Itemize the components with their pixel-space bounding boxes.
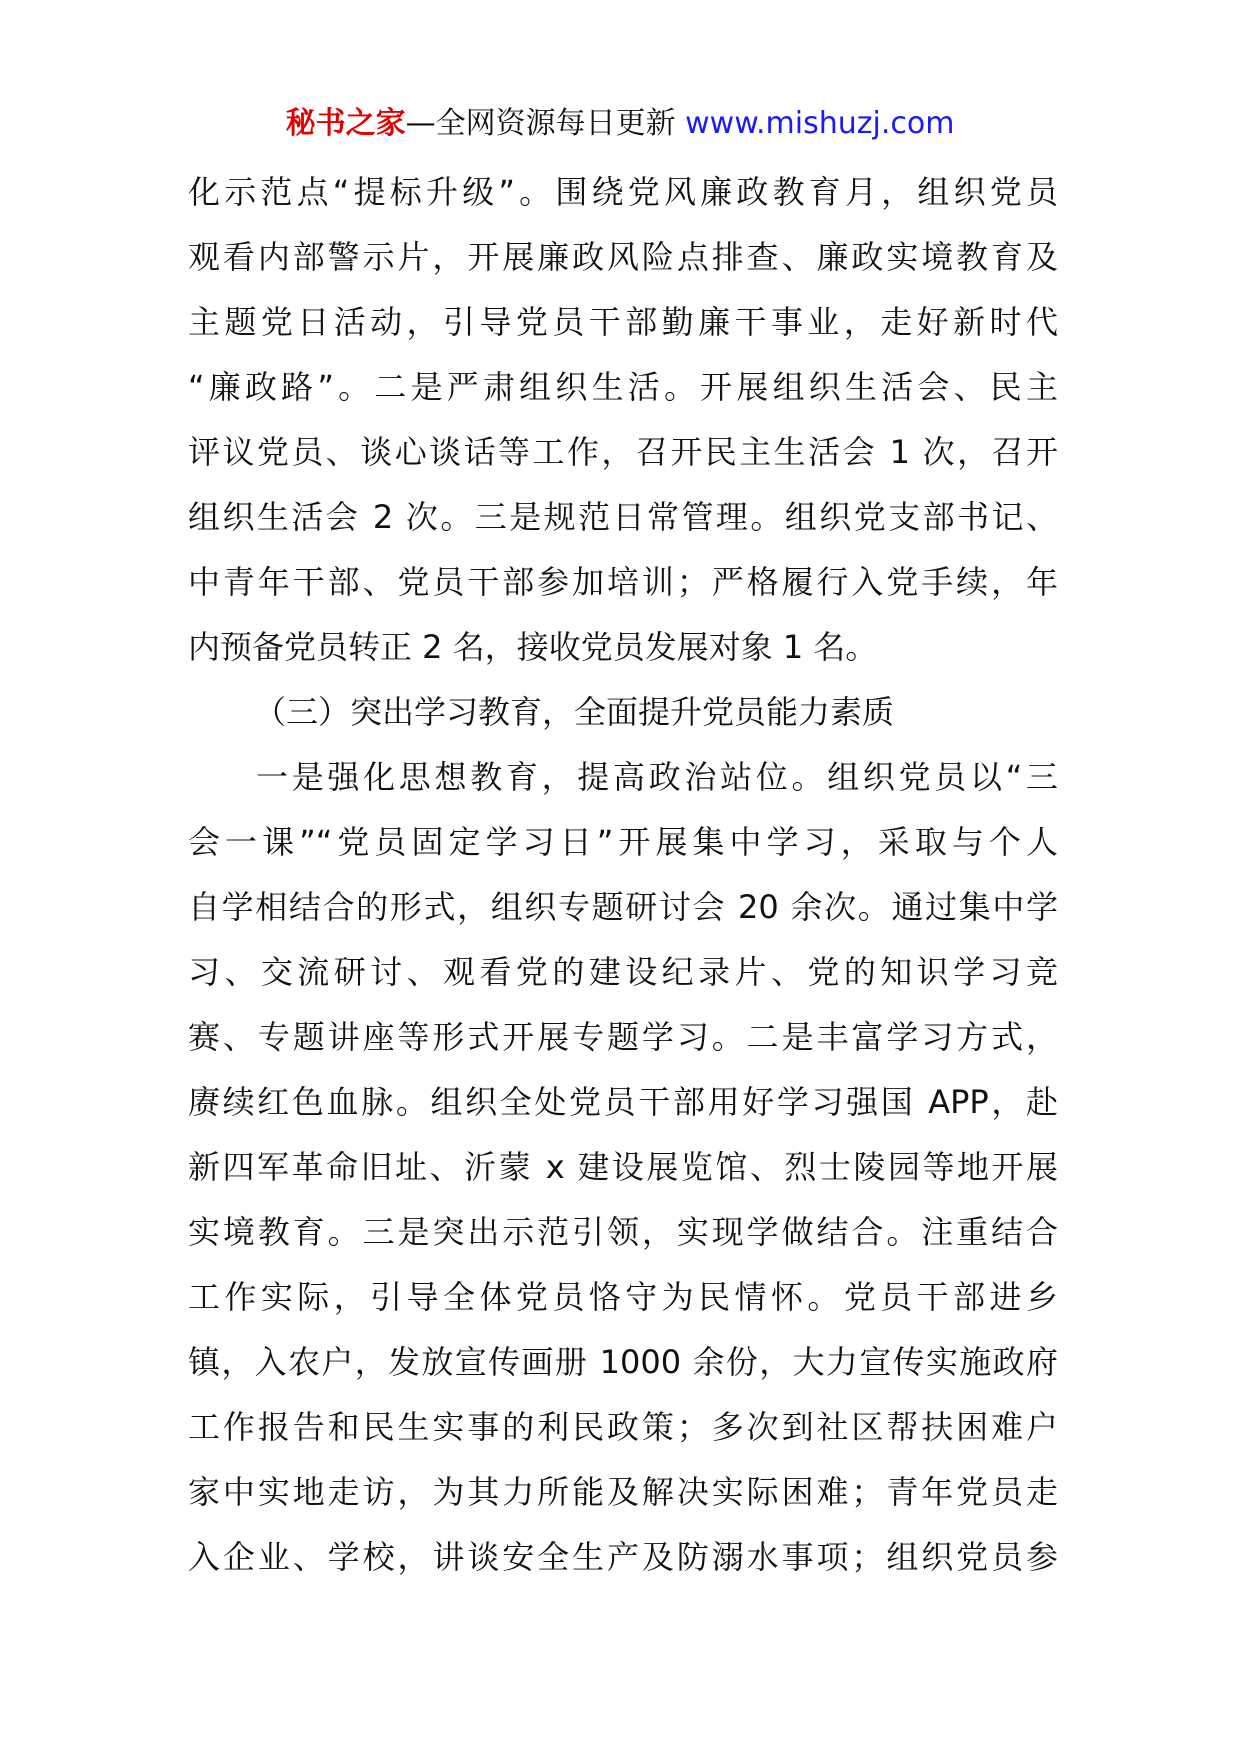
text-line: 中青年干部、党员干部参加培训；严格履行入党手续，年	[188, 563, 1058, 601]
text-line: 自学相结合的形式，组织专题研讨会 20 余次。通过集中学	[188, 888, 1058, 926]
text-line: 内预备党员转正 2 名，接收党员发展对象 1 名。	[188, 628, 878, 666]
document-body	[188, 160, 1058, 1590]
text-line: 实境教育。三是突出示范引领，实现学做结合。注重结合	[188, 1213, 1058, 1251]
site-brand: 秘书之家	[285, 106, 406, 141]
text-line: 化示范点“提标升级”。围绕党风廉政教育月，组织党员	[188, 173, 1058, 211]
text-line: 一是强化思想教育，提高政治站位。组织党员以“三	[256, 758, 1058, 796]
site-header	[0, 104, 1240, 144]
text-line: 习、交流研讨、观看党的建设纪录片、党的知识学习竞	[188, 953, 1058, 991]
site-url-link[interactable]: www.mishuzj.com	[685, 106, 955, 141]
text-line: 赛、专题讲座等形式开展专题学习。二是丰富学习方式，	[188, 1018, 1058, 1056]
text-line: 入企业、学校，讲谈安全生产及防溺水事项；组织党员参	[188, 1538, 1058, 1576]
text-line: 镇，入农户，发放宣传画册 1000 余份，大力宣传实施政府	[188, 1343, 1058, 1381]
text-line: 家中实地走访，为其力所能及解决实际困难；青年党员走	[188, 1473, 1058, 1511]
text-line: 会一课”“党员固定学习日”开展集中学习，采取与个人	[188, 823, 1058, 861]
text-line: 工作实际，引导全体党员恪守为民情怀。党员干部进乡	[188, 1278, 1058, 1316]
text-line: 组织生活会 2 次。三是规范日常管理。组织党支部书记、	[188, 498, 1058, 536]
text-line: 赓续红色血脉。组织全处党员干部用好学习强国 APP，赴	[188, 1083, 1058, 1121]
text-line: 新四军革命旧址、沂蒙 x 建设展览馆、烈士陵园等地开展	[188, 1148, 1058, 1186]
text-line: “廉政路”。二是严肃组织生活。开展组织生活会、民主	[188, 368, 1058, 406]
text-line: 观看内部警示片，开展廉政风险点排查、廉政实境教育及	[188, 238, 1058, 276]
text-line: 工作报告和民生实事的利民政策；多次到社区帮扶困难户	[188, 1408, 1058, 1446]
text-line: 评议党员、谈心谈话等工作，召开民主生活会 1 次，召开	[188, 433, 1058, 471]
site-tagline: —全网资源每日更新	[405, 106, 676, 141]
section-heading: （三）突出学习教育，全面提升党员能力素质	[254, 693, 895, 731]
text-line: 主题党日活动，引导党员干部勤廉干事业，走好新时代	[188, 303, 1058, 341]
